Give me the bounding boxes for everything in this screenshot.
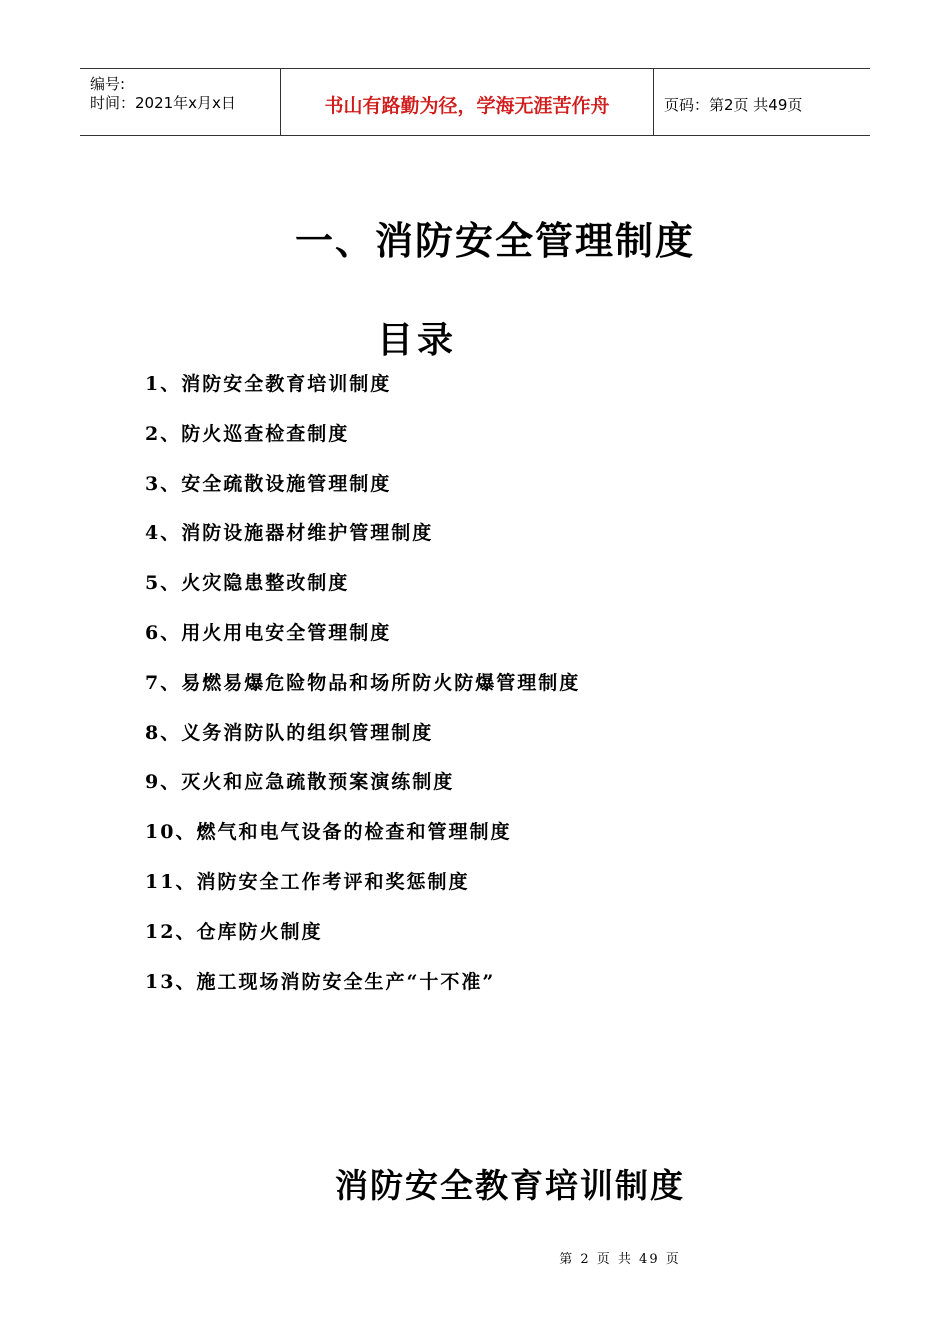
toc-item: 6、用火用电安全管理制度 <box>145 621 392 644</box>
toc-item: 3、安全疏散设施管理制度 <box>145 472 392 495</box>
toc-item: 1、消防安全教育培训制度 <box>145 373 392 395</box>
table-of-contents <box>145 370 580 1017</box>
toc-item: 12、仓库防火制度 <box>145 920 323 943</box>
page-header <box>80 68 870 136</box>
toc-item: 2、防火巡查检查制度 <box>145 422 350 445</box>
toc-item: 8、义务消防队的组织管理制度 <box>145 721 434 744</box>
header-page-info: 页码：第2页 共49页 <box>664 96 803 114</box>
header-meta-cell <box>80 69 280 135</box>
header-motto-cell <box>280 69 654 135</box>
toc-item: 10、燃气和电气设备的检查和管理制度 <box>145 821 512 844</box>
document-date-label: 时间：2021年x月x日 <box>90 94 236 112</box>
header-page-cell <box>654 69 870 135</box>
toc-heading: 目录 <box>377 319 458 361</box>
toc-item: 4、消防设施器材维护管理制度 <box>145 522 434 545</box>
toc-item: 9、灭火和应急疏散预案演练制度 <box>145 771 455 794</box>
page-footer: 第 2 页 共 49 页 <box>559 1252 681 1267</box>
document-number-label: 编号: <box>90 75 126 93</box>
toc-item: 11、消防安全工作考评和奖惩制度 <box>145 870 470 893</box>
document-title: 一、消防安全管理制度 <box>294 218 695 263</box>
toc-item: 5、火灾隐患整改制度 <box>145 572 350 595</box>
toc-item: 7、易燃易爆危险物品和场所防火防爆管理制度 <box>145 671 581 694</box>
toc-item: 13、施工现场消防安全生产“十不准” <box>145 970 496 993</box>
header-motto: 书山有路勤为径，学海无涯苦作舟 <box>324 95 610 117</box>
section-title: 消防安全教育培训制度 <box>335 1166 685 1205</box>
